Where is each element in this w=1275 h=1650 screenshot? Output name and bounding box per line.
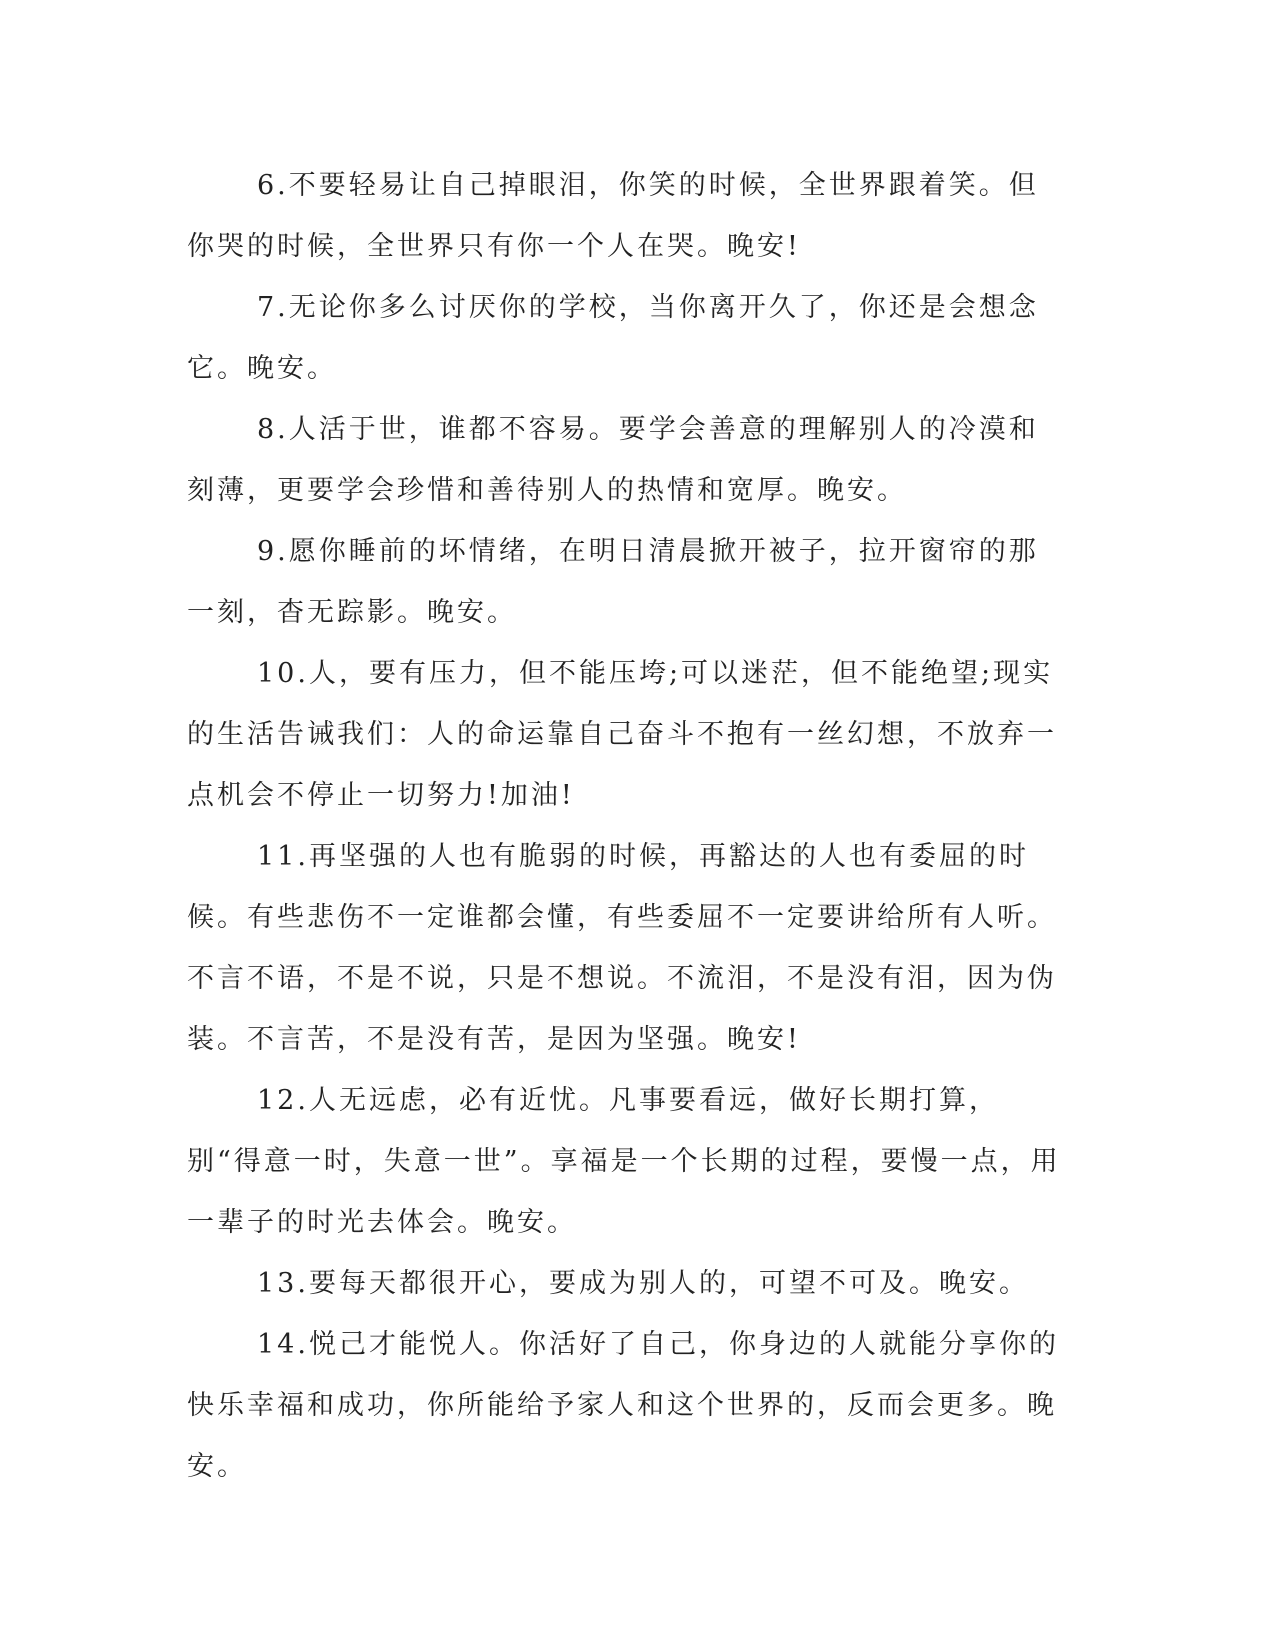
paragraph-6: 6.不要轻易让自己掉眼泪，你笑的时候，全世界跟着笑。但你哭的时候，全世界只有你一个人在哭。晚安! <box>187 170 1039 262</box>
document-body <box>187 155 1067 1497</box>
paragraph-14: 14.悦己才能悦人。你活好了自己，你身边的人就能分享你的快乐幸福和成功，你所能给予家人和这个世界的，反而会更多。晚安。 <box>187 1329 1059 1482</box>
paragraph-12: 12.人无远虑，必有近忧。凡事要看远，做好长期打算，别“得意一时，失意一世”。享福是一个长期的过程，要慢一点，用一辈子的时光去体会。晚安。 <box>187 1085 1061 1238</box>
paragraph-9: 9.愿你睡前的坏情绪，在明日清晨掀开被子，拉开窗帘的那一刻，杳无踪影。晚安。 <box>187 536 1039 628</box>
paragraph-7: 7.无论你多么讨厌你的学校，当你离开久了，你还是会想念它。晚安。 <box>187 292 1039 384</box>
paragraph-8: 8.人活于世，谁都不容易。要学会善意的理解别人的冷漠和刻薄，更要学会珍惜和善待别人的热情和宽厚。晚安。 <box>187 414 1039 506</box>
paragraph-11: 11.再坚强的人也有脆弱的时候，再豁达的人也有委屈的时候。有些悲伤不一定谁都会懂，有些委屈不一定要讲给所有人听。不言不语，不是不说，只是不想说。不流泪，不是没有泪，因为伪装。不言苦，不是没有苦，是因为坚强。晚安! <box>187 841 1057 1055</box>
paragraph-10: 10.人，要有压力，但不能压垮;可以迷茫，但不能绝望;现实的生活告诫我们：人的命运靠自己奋斗不抱有一丝幻想，不放弃一点机会不停止一切努力!加油! <box>187 658 1057 811</box>
paragraph-13: 13.要每天都很开心，要成为别人的，可望不可及。晚安。 <box>257 1268 1029 1299</box>
